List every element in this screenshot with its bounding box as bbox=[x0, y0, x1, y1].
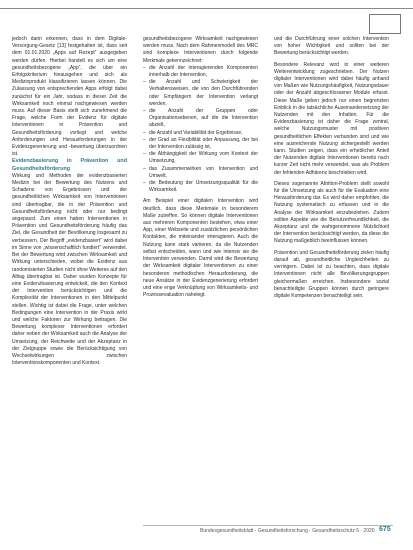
footer-rule bbox=[143, 525, 393, 526]
list-item: – die Anzahl der interagierenden Komponenten innerhalb der Intervention, bbox=[143, 65, 258, 79]
column-1 bbox=[12, 36, 127, 367]
paragraph: Am Beispiel einer digitalen Intervention wird deutlich, dass diese Merkmale in besonderem Maße zutreffen. So können digitale Interventionen aus mehreren Komponenten bestehen, etwa einer App, einer Webseite und zusätzlichen persönlichen Kontakten, die miteinander interagieren. Auch die Nutzung kann stark variieren, da die Nutzenden selbst entscheiden, wann und wie intensiv sie die Intervention verwenden. Damit wird die Bewertung der Wirksamkeit digitaler Interventionen zu einer besonderen methodischen Herausforderung, die neue Ansätze in der Evidenzgenerierung erfordert und eine enge Verknüpfung von Wirksamkeits- und Prozessevaluation nahelegt. bbox=[143, 198, 258, 299]
journal-footer: Bundesgesundheitsblatt - Gesundheitsforschung - Gesundheitsschutz 6 · 2020 bbox=[200, 528, 375, 534]
list-item: – das Zusammenwirken von Intervention und Umwelt, bbox=[143, 166, 258, 180]
paragraph: Besondere Relevanz wird in einer weiteren Weiterentwicklung zugeschrieben. Der Nutzen digitaler Interventionen wird dabei häufig anhand von Maßen wie Nutzungshäufigkeit, Nutzungsdauer oder der Anzahl abgeschlossener Module erfasst. Diese Maße geben jedoch nur einen begrenzten Einblick in die tatsächliche Auseinandersetzung der Nutzenden mit den Inhalten. Für die Evidenzbasierung ist daher die Frage zentral, welche Nutzungsmuster mit positiven gesundheitlichen Effekten verbunden sind und wie eine ausreichende Nutzung sichergestellt werden kann. Studien zeigen, dass ein erheblicher Anteil der Nutzenden digitale Interventionen bereits nach kurzer Zeit nicht mehr verwendet, was als Problem der fehlenden Adhärenz beschrieben wird. bbox=[274, 61, 389, 176]
list-item: – die Anzahl und Variabilität der Ergebnisse, bbox=[143, 130, 258, 137]
column-2 bbox=[143, 36, 258, 299]
paragraph: Wirkung und Methoden der evidenzbasierten Medizin bei der Bewertung des Nutzens und Schadens von Ergebnissen und der gesundheitlichen Wirksamkeit von Interventionen sind übertragbar, die in der Prävention und Gesundheitsförderung nicht oder nur bedingt angepasst. Zum einen haben Interventionen in Prävention und Gesundheitsförderung häufig das Ziel, die Gesundheit der Bevölkerung insgesamt zu verbessern. Der Begriff „evidenzbasiert“ wird dabei im Sinne von „wissenschaftlich fundiert“ verwendet. Bei der Bewertung wird zwischen Wirksamkeit und Wirkung unterschieden, wobei die Evidenz aus randomisierten Studien nicht ohne Weiteres auf den Alltag übertragbar ist. Daher wurden Konzepte für eine Evidenzbasierung entwickelt, die den Kontext der Intervention berücksichtigen und die Komplexität der Interventionen in den Mittelpunkt stellen. Wichtig ist dabei die Frage, unter welchen Bedingungen eine Intervention in der Praxis wirkt und welche Faktoren zur Wirkung beitragen. Die Bewertung komplexer Interventionen erfordert daher neben der Wirksamkeit auch die Analyse der Umsetzung, der Reichweite und der Akzeptanz in der Zielgruppe sowie die Berücksichtigung von Wechselwirkungen zwischen Interventionskomponenten und Kontext. bbox=[12, 172, 127, 367]
corner-box bbox=[369, 14, 401, 34]
list-item: – der Grad an Flexibilität oder Anpassung, der bei der Intervention zulässig ist, bbox=[143, 137, 258, 151]
list-item: – die Bedeutung der Umsetzungsqualität für die Wirksamkeit. bbox=[143, 180, 258, 194]
paragraph: gesundheitsbezogene Wirksamkeit nachgewiesen werden muss. Nach dem Rahmenmodell des MRC sind komplexe Interventionen durch folgende Merkmale gekennzeichnet: bbox=[143, 36, 258, 64]
list-item: – die Abhängigkeit der Wirkung vom Kontext der Umsetzung, bbox=[143, 151, 258, 165]
bullet-list bbox=[143, 65, 258, 195]
column-3 bbox=[274, 36, 389, 300]
paragraph: Dieses sogenannte Attrition-Problem stellt sowohl für die Umsetzung als auch für die Evaluation eine Herausforderung dar. Es wird daher empfohlen, die Nutzung systematisch zu erfassen und in die Analyse der Wirksamkeit einzubeziehen. Zudem sollten Aspekte wie die Benutzerfreundlichkeit, die Akzeptanz und die wahrgenommene Nützlichkeit der Intervention berücksichtigt werden, da diese die Nutzung maßgeblich beeinflussen können. bbox=[274, 180, 389, 245]
list-item: – die Anzahl und Schwierigkeit der Verhaltensweisen, die von den Durchführenden oder Empfängern der Intervention verlangt werden, bbox=[143, 79, 258, 108]
paragraph: jedoch darin erkennen, dass in dem Digitale-Versorgung-Gesetz [13] festgehalten ist, dass seit dem 01.01.2020 „Apps auf Rezept“ ausgegeben werden dürfen. Hierbei handelt es sich um eine gesundheitsbezogene „App“, die über ein Erfolgskriterium hinausgehen und sich als Medizinprodukt klassifizieren lassen können. Die Zulassung von entsprechenden Apps erfolgt dabei zunächst für ein Jahr, sodass in dieser Zeit die Wirksamkeit noch einmal nachgewiesen werden muss. Auf dieser Basis stellt sich zunehmend die Frage, welche Form der Evidenz für digitale Interventionen in Prävention und Gesundheitsförderung vorliegt und welche Anforderungen und Herausforderungen in der Evidenzgenerierung und -bewertung überzuordnen ist. bbox=[12, 36, 127, 158]
list-item: – die Anzahl der Gruppen oder Organisationsebenen, auf die die Intervention abzielt, bbox=[143, 108, 258, 130]
paragraph: Prävention und Gesundheitsförderung zielen häufig darauf ab, gesundheitliche Ungleichheiten zu verringern. Dabei ist zu beachten, dass digitale Interventionen nicht alle Bevölkerungsgruppen gleichermaßen erreichen. Insbesondere sozial benachteiligte Gruppen können durch geringere digitale Kompetenzen benachteiligt sein. bbox=[274, 249, 389, 299]
section-heading: Evidenzbasierung in Prävention und Gesundheitsförderung bbox=[12, 158, 127, 172]
top-rule bbox=[0, 8, 413, 9]
page-number: 675 bbox=[379, 526, 391, 533]
paragraph: und die Durchführung einer solchen Intervention von hoher Wichtigkeit und sollten bei der Bewertung berücksichtigt werden. bbox=[274, 36, 389, 57]
